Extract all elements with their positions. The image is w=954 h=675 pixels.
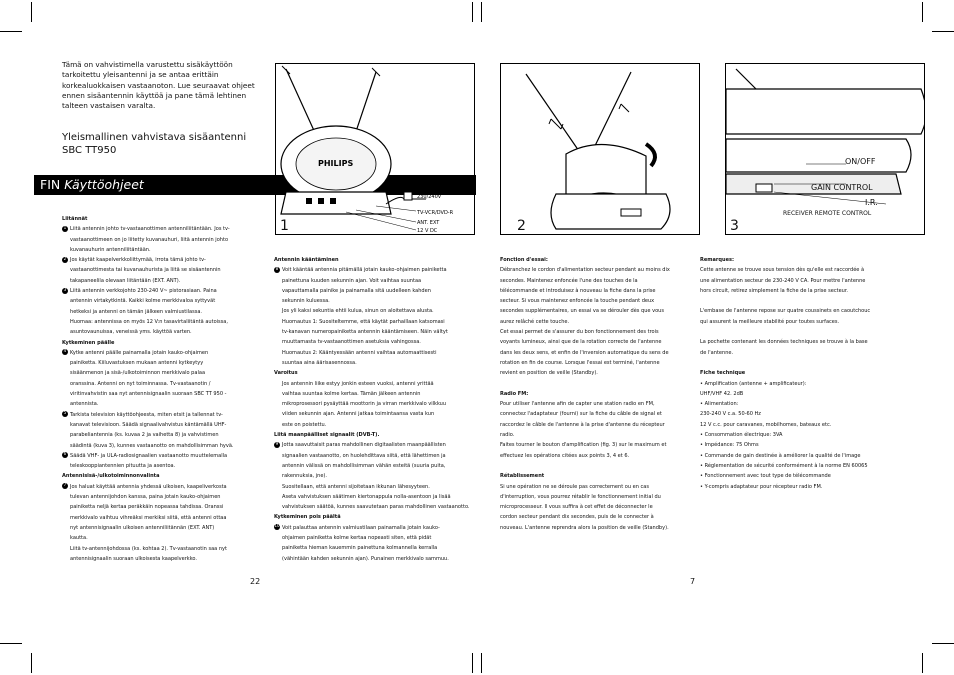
text-line bbox=[62, 451, 234, 461]
text-span: sisäänmenon ja sisä-/ulkotoiminnon merkkivalo palaa bbox=[70, 370, 206, 377]
text-span: voyants lumineux, ainsi que de la rotation correcte de l'antenne bbox=[500, 339, 662, 346]
text-span: revient en position de veille (Standby). bbox=[500, 370, 598, 377]
text-span: ohjaimen painiketta kolme kertaa nopeasti siten, että pidät bbox=[282, 535, 432, 542]
text-line bbox=[700, 255, 870, 265]
text-line bbox=[700, 399, 870, 409]
text-span: kanavat televisioon. Säädä signaalivahvistus käntämällä UHF- bbox=[70, 421, 227, 428]
bullet: • bbox=[700, 380, 705, 387]
text-line bbox=[274, 502, 470, 512]
text-span: secondes. Maintenez enfoncée l'une des touches de la bbox=[500, 277, 638, 284]
text-line bbox=[62, 430, 234, 440]
text-line bbox=[62, 286, 234, 296]
text-line bbox=[500, 368, 670, 378]
text-line bbox=[62, 389, 234, 399]
text-span: Alimentation: bbox=[704, 401, 739, 408]
product-title-line: SBC TT950 bbox=[62, 145, 117, 156]
text-span: Débranchez le cordon d'alimentation secteur pendant au moins dix bbox=[500, 267, 670, 274]
crop-mark bbox=[481, 653, 482, 673]
text-span: 230-240 V c.a. 50-60 Hz bbox=[700, 411, 761, 418]
text-line bbox=[700, 358, 870, 368]
text-line bbox=[500, 348, 670, 358]
text-line bbox=[62, 554, 234, 564]
text-line bbox=[700, 451, 870, 461]
text-line bbox=[62, 533, 234, 543]
text-span: Kytkeminen pois päältä bbox=[274, 514, 341, 521]
text-span: muuttamasta tv-vastaanottimen asetuksia vahingossa. bbox=[282, 339, 421, 346]
text-span: dans les deux sens, et enfin de l'inversion automatique du sens de bbox=[500, 349, 669, 356]
text-line bbox=[500, 296, 670, 306]
text-line bbox=[500, 440, 670, 450]
text-line bbox=[500, 379, 670, 389]
intro-line: korkealuokkaisen vastaanoton. Lue seuraavat ohjeet bbox=[62, 80, 255, 90]
text-line bbox=[500, 358, 670, 368]
text-line bbox=[62, 471, 234, 481]
text-line bbox=[62, 544, 234, 554]
text-line bbox=[700, 471, 870, 481]
text-line bbox=[274, 543, 470, 553]
text-line bbox=[62, 224, 234, 234]
text-line bbox=[274, 327, 470, 337]
text-line bbox=[500, 317, 670, 327]
ant-ext-label: ANT. EXT bbox=[417, 220, 440, 226]
bullet: • bbox=[700, 452, 705, 459]
text-span: Cette antenne se trouve sous tension dès qu'elle est raccordée à bbox=[700, 267, 865, 274]
text-span bbox=[700, 360, 702, 366]
text-span: suuntaa aina äärisasennossa. bbox=[282, 359, 357, 366]
text-span: mikroprosessori pysäyttää moottorin ja virran merkkivalo vilkkuu bbox=[282, 401, 447, 408]
text-line bbox=[500, 482, 670, 492]
text-span: hors circuit, retirez simplement la fiche de la prise secteur. bbox=[700, 287, 849, 294]
text-span: microprocesseur. Il vous suffira à cet effet de déconnecter le bbox=[500, 504, 653, 511]
page-number-left: 22 bbox=[250, 577, 261, 586]
text-span: radio. bbox=[500, 432, 515, 439]
text-span: Amplification (antenne + amplificateur): bbox=[704, 380, 807, 387]
text-line bbox=[274, 482, 470, 492]
text-line bbox=[62, 420, 234, 430]
text-span: vaihtaa suuntaa kolme kertaa. Tämän jälkeen antennin bbox=[282, 390, 421, 397]
text-line bbox=[274, 348, 470, 358]
text-span: antennista. bbox=[70, 401, 99, 408]
text-line bbox=[62, 255, 234, 265]
text-span: vastaanottimeen on jo liitetty kuvanauhuri, liitä antennin johto bbox=[70, 236, 229, 243]
text-span: Voit palauttaa antennin valmiustilaan painamalla jotain kauko- bbox=[282, 524, 440, 531]
text-line bbox=[62, 523, 234, 533]
text-line bbox=[62, 513, 234, 523]
text-span: Kytke antenni päälle painamalla jotain kauko-ohjaimen bbox=[70, 349, 209, 356]
text-span: Liitä antennin johto tv-vastaanottimen antenniliitäntään. Jos tv- bbox=[70, 226, 230, 233]
text-span: teleskooppiantennien pituutta ja asentoa. bbox=[70, 463, 176, 470]
text-span: Fonction d'essai: bbox=[500, 257, 548, 263]
text-span: secteur. Si vous maintenez enfoncée la touche pendant deux bbox=[500, 298, 655, 305]
figure-1 bbox=[275, 63, 475, 235]
crop-mark bbox=[31, 653, 32, 673]
text-span: Liitä antennin verkkojohto 230-240 V~ pistorasiaan. Paina bbox=[70, 288, 217, 295]
text-span: painettuna kuuden sekunnin ajan. Voit vaihtaa suuntaa bbox=[282, 277, 422, 284]
text-span: 12 V c.c. pour caravanes, mobilhomes, bateaux etc. bbox=[700, 421, 832, 428]
text-line bbox=[62, 358, 234, 368]
text-line bbox=[62, 410, 234, 420]
text-span: Cet essai permet de s'assurer du bon fonctionnement des trois bbox=[500, 329, 659, 336]
text-span: Pour utiliser l'antenne afin de capter une station radio en FM, bbox=[500, 401, 655, 408]
text-span: merkkivalo vaihtuu vihreäksi merkiksi siitä, että antenni ottaa bbox=[70, 514, 227, 521]
text-span: Y-compris adaptateur pour récepteur radio FM. bbox=[704, 483, 823, 490]
text-span: Jos haluat käyttää antennia yhdessä ulkoisen, kaapeliverkosta bbox=[70, 483, 227, 490]
text-span: raccordez le câble de l'antenne à la prise d'antenne du récepteur bbox=[500, 421, 665, 428]
step-number: 10 bbox=[274, 524, 280, 530]
text-span: viritinvahvistin saa nyt antennisignaalin suoraan SBC TT 950 - bbox=[70, 391, 227, 398]
text-line bbox=[500, 451, 670, 461]
crop-mark bbox=[472, 653, 473, 673]
text-line bbox=[62, 348, 234, 358]
text-line bbox=[274, 265, 470, 275]
text-line bbox=[274, 430, 470, 440]
step-number: 2 bbox=[63, 256, 67, 262]
brand-logo-text: PHILIPS bbox=[318, 159, 354, 168]
text-span bbox=[500, 381, 502, 387]
text-span bbox=[700, 329, 702, 335]
text-span bbox=[700, 298, 702, 304]
text-line bbox=[500, 492, 670, 502]
text-span: La pochette contenant les données techniques se trouve à la base bbox=[700, 339, 868, 346]
text-span: parabeliantennia (ks. kuvaa 2 ja vaihetta 8) ja vahvistimen bbox=[70, 432, 219, 439]
text-span: rakennuksia, jne). bbox=[282, 473, 327, 480]
text-line bbox=[62, 235, 234, 245]
text-line bbox=[500, 430, 670, 440]
text-span: Huomautus 2: Kääntyessään antenni vaihtaa automaattisesti bbox=[282, 349, 437, 356]
text-line bbox=[62, 368, 234, 378]
text-line bbox=[62, 296, 234, 306]
text-line bbox=[500, 265, 670, 275]
text-span: Jotta saavuttaisit paras mahdollinen digitaalisten maanpäällisten bbox=[282, 442, 446, 449]
text-line bbox=[700, 379, 870, 389]
text-line bbox=[700, 276, 870, 286]
text-line bbox=[274, 440, 470, 450]
text-line bbox=[500, 337, 670, 347]
bullet: • bbox=[700, 462, 705, 469]
text-span: kautta. bbox=[70, 535, 88, 542]
step-number: 1 bbox=[63, 225, 67, 231]
text-span: Suositellaan, että antenni sijoitetaan ikkunan lähesyyteen. bbox=[282, 483, 430, 490]
text-span: Tarkista television käyttöohjeesta, miten etsit ja tallennat tv- bbox=[70, 411, 223, 418]
text-span: Réglementation de sécurité conformément à la norme EN 60065 bbox=[704, 462, 868, 469]
text-span: oranssina. Antenni on nyt toiminnassa. Tv-vastaanotin / bbox=[70, 380, 211, 387]
intro-line: tarkoitettu yleisantenni ja se antaa erittäin bbox=[62, 70, 219, 80]
text-line bbox=[700, 461, 870, 471]
text-line bbox=[274, 523, 470, 533]
text-span: Consommation électrique: 3VA bbox=[704, 432, 783, 439]
text-line bbox=[700, 306, 870, 316]
text-line bbox=[62, 379, 234, 389]
text-span: signaalien vastaanotto, on huolehdittava siitä, että lähettimen ja bbox=[282, 452, 446, 459]
figure-3 bbox=[725, 63, 925, 235]
text-line bbox=[700, 265, 870, 275]
text-line bbox=[274, 554, 470, 564]
text-span: aurez relâché cette touche. bbox=[500, 318, 570, 325]
intro-line: talteen vastaisen varalta. bbox=[62, 101, 156, 111]
text-span: télécommande et introduisez à nouveau la fiche dans la prise bbox=[500, 287, 656, 294]
crop-mark bbox=[922, 2, 923, 22]
text-line bbox=[274, 533, 470, 543]
text-span: antennin välissä on mahdollisimman vähän esteitä (suuria puita, bbox=[282, 462, 446, 469]
text-span: Voit kääntää antennia pitämällä jotain kauko-ohjaimen painiketta bbox=[282, 267, 447, 274]
text-span: vapauttamalla painike ja painamalla sitä uudelleen kahden bbox=[282, 287, 431, 294]
bullet: • bbox=[700, 401, 705, 408]
text-line bbox=[700, 389, 870, 399]
crop-mark bbox=[481, 2, 482, 22]
column-french-1 bbox=[500, 255, 670, 533]
text-line bbox=[274, 306, 470, 316]
text-line bbox=[274, 276, 470, 286]
antenna-illustration-1 bbox=[276, 64, 474, 234]
text-line bbox=[274, 451, 470, 461]
crop-mark bbox=[0, 643, 22, 644]
intro-text bbox=[62, 60, 255, 111]
text-span: Fonctionnement avec tout type de télécommande bbox=[704, 473, 831, 480]
text-span: antennisignaalin suoraan ulkoisesta kaapelverkko. bbox=[70, 555, 197, 562]
text-span: Antennisisä-/ulkotoiminnonvalinta bbox=[62, 473, 160, 480]
text-span: Radio FM: bbox=[500, 390, 529, 397]
text-span: tulevan antennijohdon kanssa, paina jotain kauko-ohjaimen bbox=[70, 494, 221, 501]
text-line bbox=[700, 440, 870, 450]
language-code: FIN bbox=[40, 177, 61, 192]
text-line bbox=[700, 482, 870, 492]
text-line bbox=[62, 265, 234, 275]
text-span: viiden sekunnin ajan. Antenni jatkaa toimintaansa vasta kun bbox=[282, 411, 435, 418]
text-line bbox=[700, 327, 870, 337]
text-span: de l'antenne. bbox=[700, 349, 734, 356]
text-span: asuntovaunuissa, veneissä yms. käyttöä varten. bbox=[70, 329, 192, 336]
text-span: Fiche technique bbox=[700, 370, 746, 377]
text-line bbox=[500, 512, 670, 522]
text-span: vahvistuksen säätöä, kunnes saavutetaan paras mahdollinen vastaanotto. bbox=[282, 504, 470, 511]
text-line bbox=[700, 296, 870, 306]
column-finnish-1 bbox=[62, 214, 234, 564]
text-line bbox=[500, 255, 670, 265]
text-line bbox=[62, 399, 234, 409]
step-number: 4 bbox=[63, 349, 67, 355]
text-line bbox=[700, 348, 870, 358]
text-line bbox=[274, 492, 470, 502]
text-span: antennin virtakytkintä. Kaikki kolme merkkivaloa syttyvät bbox=[70, 298, 216, 305]
text-line bbox=[62, 461, 234, 471]
text-span: Jos antennin liike estyy jonkin esteen vuoksi, antenni yrittää bbox=[282, 380, 434, 387]
text-line bbox=[62, 338, 234, 348]
text-span: sekunnin kuluessa. bbox=[282, 298, 330, 305]
text-line bbox=[274, 255, 470, 265]
antenna-illustration-3 bbox=[726, 64, 924, 234]
text-line bbox=[274, 337, 470, 347]
figure-2 bbox=[500, 63, 700, 235]
crop-mark bbox=[472, 2, 473, 22]
crop-mark bbox=[31, 2, 32, 22]
text-span: qui assurent la meilleure stabilité pour toutes surfaces. bbox=[700, 318, 840, 325]
text-span: UHF/VHF 42. 2dB bbox=[700, 390, 744, 397]
text-span: Liitä maanpäälliset signaalit (DVB-T). bbox=[274, 432, 380, 439]
step-number: 7 bbox=[63, 483, 67, 489]
text-line bbox=[274, 317, 470, 327]
text-line bbox=[700, 317, 870, 327]
text-line bbox=[62, 276, 234, 286]
gain-control-label: GAIN CONTROL bbox=[811, 183, 873, 192]
text-line bbox=[700, 286, 870, 296]
text-span: Kytkeminen päälle bbox=[62, 339, 115, 346]
text-line bbox=[274, 296, 470, 306]
text-line bbox=[500, 461, 670, 471]
text-span: L'embase de l'antenne repose sur quatre coussinets en caoutchouc bbox=[700, 308, 871, 315]
text-span: Faites tourner le bouton d'amplification (fig. 3) sur le maximum et bbox=[500, 442, 667, 449]
product-title bbox=[62, 131, 246, 157]
bullet: • bbox=[700, 432, 705, 439]
text-span: säädintä (kuva 3), kunnes vastaanotto on mahdollisimman hyvä. bbox=[70, 442, 234, 449]
text-line bbox=[274, 358, 470, 368]
text-line bbox=[62, 327, 234, 337]
text-span: Commande de gain destinée à améliorer la qualité de l'image bbox=[704, 452, 861, 459]
text-line bbox=[500, 389, 670, 399]
text-span: secondes supplémentaires, un essai va se dérouler dès que vous bbox=[500, 308, 664, 315]
text-span: vastaanottimesta tai kuvanauhurista ja liitä se sisäantennin bbox=[70, 267, 221, 274]
text-line bbox=[62, 492, 234, 502]
text-line bbox=[274, 368, 470, 378]
text-line bbox=[700, 368, 870, 378]
text-line bbox=[500, 420, 670, 430]
text-span: Antennin kääntäminen bbox=[274, 257, 339, 263]
figure-number: 1 bbox=[280, 218, 289, 234]
text-span: Aseta vahvistuksen säätimen kiertonappula nolla-asentoon ja lisää bbox=[282, 493, 451, 500]
text-line bbox=[274, 399, 470, 409]
crop-mark bbox=[932, 31, 954, 32]
text-span: Impédance: 75 Ohms bbox=[704, 442, 759, 449]
text-line bbox=[700, 337, 870, 347]
intro-line: Tämä on vahvistimella varustettu sisäkäyttöön bbox=[62, 60, 233, 69]
text-line bbox=[700, 430, 870, 440]
crop-mark bbox=[932, 643, 954, 644]
text-line bbox=[500, 327, 670, 337]
text-line bbox=[274, 409, 470, 419]
step-number: 9 bbox=[275, 441, 279, 447]
text-span: nouveau. L'antenne reprendra alors la position de veille (Standby). bbox=[500, 524, 669, 531]
text-span: Jos yli kaksi sekuntia ehtii kulua, sinun on aloitettava alusta. bbox=[282, 308, 434, 315]
text-line bbox=[500, 502, 670, 512]
bullet: • bbox=[700, 483, 705, 490]
column-french-2 bbox=[700, 255, 870, 492]
step-number: 5 bbox=[63, 411, 67, 417]
tvvcr-label: TV-VCR/DVD-R bbox=[417, 210, 454, 216]
text-span: nyt antennisignaalin ulkoisen antenniliitännän (EXT. ANT) bbox=[70, 524, 215, 531]
text-span: rotation en fin de course. Lorsque l'essai est terminé, l'antenne bbox=[500, 359, 660, 366]
intro-line: ennen sisäantennin käyttöä ja pane tämä lehtinen bbox=[62, 90, 247, 100]
text-span: kuvanauhurin antenniliitäntään. bbox=[70, 246, 151, 253]
text-line bbox=[62, 317, 234, 327]
text-span: painiketta hieman kauemmin painettuna kolmannella kerralla bbox=[282, 545, 438, 552]
text-span: takapaneelila olevaan liitäntään (EXT. ANT). bbox=[70, 277, 181, 284]
figure-number: 3 bbox=[730, 218, 739, 234]
onoff-label: ON/OFF bbox=[845, 157, 876, 166]
text-line bbox=[62, 502, 234, 512]
text-line bbox=[274, 461, 470, 471]
text-span bbox=[500, 463, 502, 469]
text-line bbox=[500, 471, 670, 481]
text-line bbox=[700, 409, 870, 419]
text-line bbox=[500, 286, 670, 296]
text-span: Liitännät bbox=[62, 216, 88, 222]
crop-mark bbox=[922, 653, 923, 673]
text-span: cordon secteur pendant dix secondes, puis de le connecter à bbox=[500, 514, 654, 521]
receiver-label: RECEIVER REMOTE CONTROL bbox=[783, 210, 872, 217]
text-line bbox=[274, 389, 470, 399]
voltage-label: 230/240V bbox=[417, 194, 442, 200]
text-span: Huomautus 1: Suositeltemme, että käytät parhaillaan katsomasi bbox=[282, 318, 445, 325]
product-title-line: Yleismallinen vahvistava sisäantenni bbox=[62, 132, 247, 143]
ir-label: I.R. bbox=[865, 198, 878, 207]
text-span: tv-kanavan numeropainiketta antennin kääntämiseen. Näin vältyt bbox=[282, 329, 448, 336]
step-number: 3 bbox=[63, 287, 67, 293]
text-span: une alimentation secteur de 230-240 V CA. Pour mettre l'antenne bbox=[700, 277, 866, 284]
step-number: 6 bbox=[63, 452, 67, 458]
column-finnish-2 bbox=[274, 255, 470, 564]
step-number: 8 bbox=[275, 266, 279, 272]
text-span: Varoitus bbox=[274, 370, 298, 377]
text-span: Remarques: bbox=[700, 257, 735, 263]
language-label: Käyttöohjeet bbox=[64, 177, 144, 192]
text-span: painiketta. Kiiluvastuksen mukaan antenni kytkeytyy bbox=[70, 360, 204, 367]
text-span: Jos käytät kaapelverkkoliittymää, irrota tämä johto tv- bbox=[70, 257, 206, 264]
crop-mark bbox=[0, 31, 22, 32]
text-span: Säädä VHF- ja ULA-radiosignaalien vastaanotto muuttelemalla bbox=[70, 452, 228, 459]
text-span: effectuez les opérations citées aux points 3, 4 et 6. bbox=[500, 452, 630, 459]
text-span: connectez l'adaptateur (fourni) sur la fiche du câble de signal et bbox=[500, 411, 662, 418]
text-line bbox=[500, 523, 670, 533]
text-span: hetkeksi ja antenni on tämän jälkeen valmiustilassa. bbox=[70, 308, 203, 315]
text-line bbox=[274, 512, 470, 522]
text-span: (vähintään kahden sekunnin ajan). Punainen merkkivalo sammuu. bbox=[282, 555, 449, 562]
page-number-right: 7 bbox=[690, 577, 696, 586]
text-line bbox=[274, 286, 470, 296]
dc-label: 12 V DC bbox=[417, 228, 438, 234]
antenna-illustration-2 bbox=[501, 64, 699, 234]
text-line bbox=[62, 482, 234, 492]
text-line bbox=[500, 276, 670, 286]
text-line bbox=[500, 399, 670, 409]
text-span: d'interruption, vous pourrez rétablir le fonctionnement initial du bbox=[500, 493, 661, 500]
text-line bbox=[274, 471, 470, 481]
text-line bbox=[62, 307, 234, 317]
text-line bbox=[500, 306, 670, 316]
bullet: • bbox=[700, 473, 705, 480]
text-span: painiketta neljä kertaa peräkkäin nopeassa tahdissa. Oranssi bbox=[70, 504, 224, 511]
text-line bbox=[274, 420, 470, 430]
text-line bbox=[274, 379, 470, 389]
bullet: • bbox=[700, 442, 705, 449]
text-line bbox=[62, 245, 234, 255]
text-line bbox=[500, 409, 670, 419]
text-span: Liitä tv-antennijohdossa (ks. kohtaa 2). Tv-vastaanotin saa nyt bbox=[70, 545, 227, 552]
text-span: este on poistettu. bbox=[282, 421, 327, 428]
text-line bbox=[62, 214, 234, 224]
text-span: Huomaa: antennissa on myös 12 V:n tasavirtaliitäntä autoissa, bbox=[70, 318, 228, 325]
text-span: Rétablissement bbox=[500, 473, 545, 480]
text-span: Si une opération ne se déroule pas correctement ou en cas bbox=[500, 483, 650, 490]
text-line bbox=[700, 420, 870, 430]
figure-number: 2 bbox=[517, 218, 526, 234]
text-line bbox=[62, 441, 234, 451]
